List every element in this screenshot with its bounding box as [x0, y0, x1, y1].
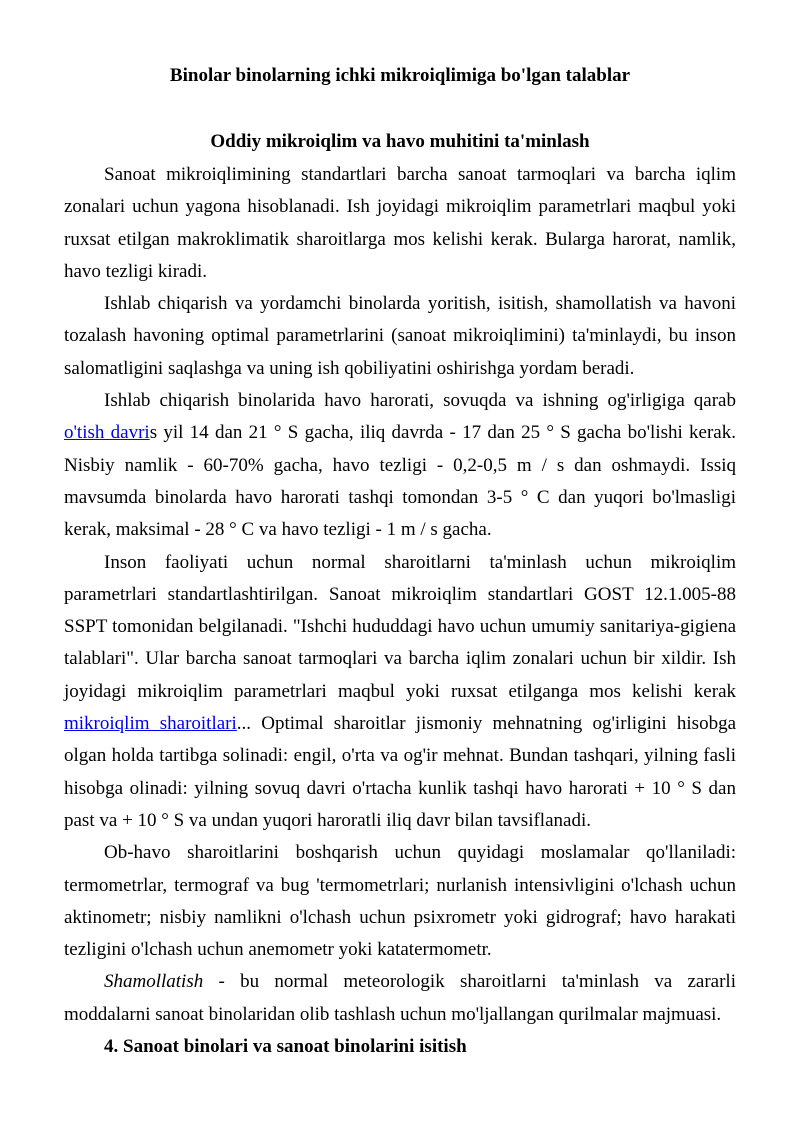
- paragraph-temperature-norms: [64, 385, 736, 546]
- section-subtitle: Oddiy mikroiqlim va havo muhitini ta'minlash: [210, 131, 590, 152]
- paragraph-building-systems: Ishlab chiqarish va yordamchi binolarda yoritish, isitish, shamollatish va havoni tozalash havoning optimal parametrlarini (sanoat mikroiqlimini) ta'minlaydi, bu inson salomatligini saqlashga va uning ish qobiliyatini oshirishga yordam beradi.: [64, 293, 736, 379]
- microclimate-conditions-link[interactable]: mikroiqlim sharoitlari: [64, 713, 237, 735]
- paragraph-text: - bu normal meteorologik sharoitlarni ta'minlash va zararli moddalarni sanoat binolaridan olib tashlash uchun mo'ljallangan qurilmalar majmuasi.: [64, 971, 736, 1025]
- paragraph-ventilation-definition: [64, 966, 736, 1031]
- paragraph-microclimate-standards: Sanoat mikroiqlimining standartlari barcha sanoat tarmoqlari va barcha iqlim zonalari uchun yagona hisoblanadi. Ish joyidagi mikroiqlim parametrlari maqbul yoki ruxsat etilgan makroklimatik sharoitlarga mos kelishi kerak. Bularga harorat, namlik, havo tezligi kiradi.: [64, 164, 736, 282]
- paragraph-text: Ishlab chiqarish binolarida havo harorati, sovuqda va ishning og'irligiga qarab: [104, 390, 736, 412]
- section-heading: 4. Sanoat binolari va sanoat binolarini isitish: [104, 1036, 467, 1058]
- paragraph-gost-standards: [64, 547, 736, 838]
- paragraph-text: ... Optimal sharoitlar jismoniy mehnatning og'irligini hisobga olgan holda tartibga solinadi: engil, o'rta va og'ir mehnat. Bundan tashqari, yilning fasli hisobga olinadi: yilning sovuq davri o'rtacha kunlik tashqi havo harorati + 10 ° S dan past va + 10 ° S va undan yuqori haroratli iliq davr bilan tavsiflanadi.: [64, 713, 737, 831]
- paragraph-text: s yil 14 dan 21 ° S gacha, iliq davrda - 17 dan 25 ° S gacha bo'lishi kerak. Nisbiy namlik - 60-70% gacha, havo tezligi - 0,2-0,5 m / s dan oshmaydi. Issiq mavsumda binolarda havo harorati tashqi tomondan 3-5 ° C dan yuqori bo'lmasligi kerak, maksimal - 28 ° C va havo tezligi - 1 m / s gacha.: [64, 422, 736, 541]
- document-title: Binolar binolarning ichki mikroiqlimiga bo'lgan talablar: [169, 65, 631, 86]
- transition-period-link[interactable]: o'tish davri: [64, 422, 150, 444]
- document-body: [64, 159, 736, 1063]
- paragraph-text: Inson faoliyati uchun normal sharoitlarni ta'minlash uchun mikroiqlim parametrlari standartlashtirilgan. Sanoat mikroiqlim standartlari GOST 12.1.005-88 SSPT tomonidan belgilanadi. "Ishchi hududdagi havo uchun umumiy sanitariya-gigiena talablari". Ular barcha sanoat tarmoqlari va barcha iqlim zonalari uchun bir xildir. Ish joyidagi mikroiqlim parametrlari maqbul yoki ruxsat etilganga mos kelishi kerak: [64, 551, 736, 702]
- ventilation-term: Shamollatish: [104, 971, 204, 993]
- paragraph-instruments: Ob-havo sharoitlarini boshqarish uchun quyidagi moslamalar qo'llaniladi: termometrlar, termograf va bug 'termometrlari; nurlanish intensivligini o'lchash uchun aktinometr; nisbiy namlikni o'lchash uchun psixrometr yoki gidrograf; havo harakati tezligini o'lchash uchun anemometr yoki katatermometr.: [64, 842, 736, 961]
